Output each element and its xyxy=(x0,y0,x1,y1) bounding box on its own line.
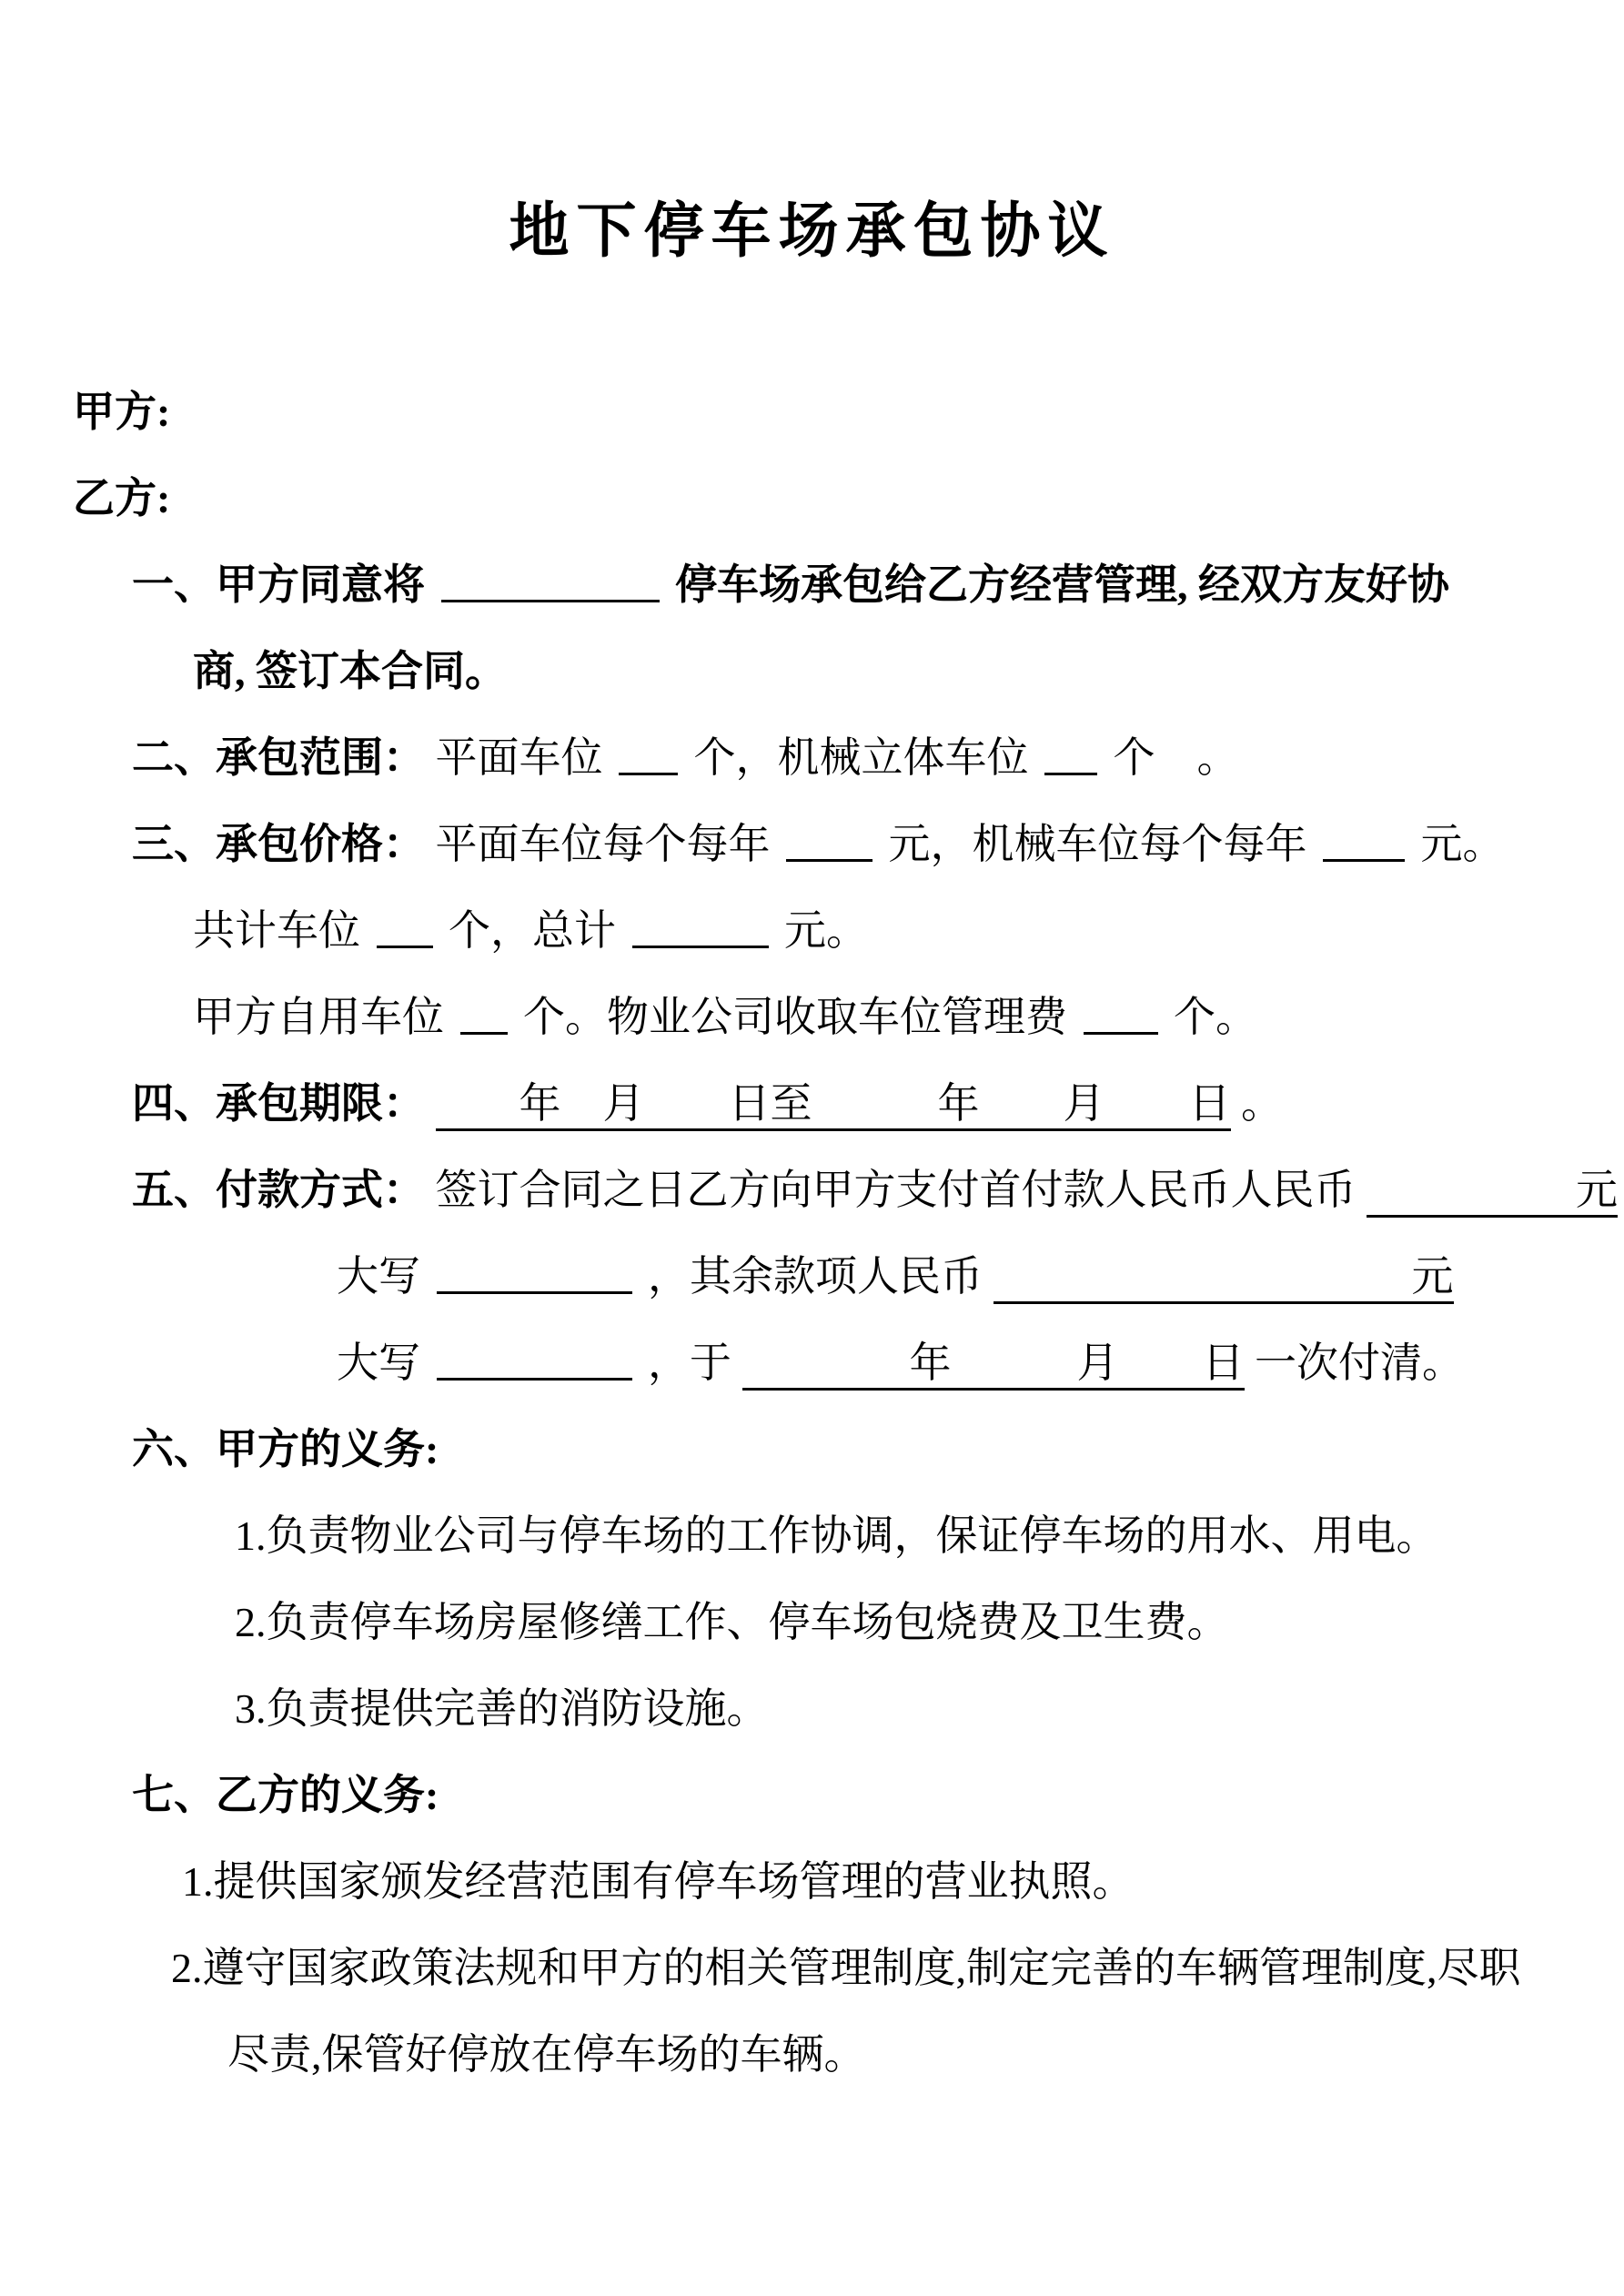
section3-line3-seg2: 个。物业公司收取车位管理费 xyxy=(523,994,1067,1040)
section1-after-blank: 停车场承包给乙方经营管理, 经双方友好协 xyxy=(675,561,1449,608)
party-a-line xyxy=(0,369,1624,455)
party-b-line xyxy=(0,455,1624,541)
section1-line2-text: 商, 签订本合同。 xyxy=(193,648,507,694)
party-b-label: 乙方: xyxy=(73,475,171,521)
section4-line xyxy=(0,1060,1624,1147)
section6-heading-line xyxy=(0,1406,1624,1492)
section3-line1 xyxy=(0,801,1624,887)
blank-remaining-amount: 元 xyxy=(994,1253,1454,1304)
section7-item-1 xyxy=(0,1838,1624,1925)
section3-line2-seg1: 共计车位 xyxy=(193,907,360,954)
blank-mechanical-space-price xyxy=(1323,859,1405,862)
section5-heading: 五、付款方式： xyxy=(132,1167,425,1213)
section1-lead: 一、甲方同意将 xyxy=(132,561,425,608)
section3-seg1: 平面车位每个每年 xyxy=(435,821,771,867)
section7-item-2-line2-text: 尽责,保管好停放在停车场的车辆。 xyxy=(227,2031,866,2078)
party-a-label: 甲方: xyxy=(73,389,171,435)
section5-line2 xyxy=(0,1233,1624,1320)
blank-parking-lot-name xyxy=(441,600,660,602)
section6-item-2-text: 2.负责停车场房屋修缮工作、停车场包烧费及卫生费。 xyxy=(235,1599,1229,1645)
section2-seg1: 平面车位 xyxy=(435,734,603,781)
section7-item-2-line1 xyxy=(0,1925,1624,2011)
section2-seg2: 个，机械立体车位 xyxy=(693,734,1029,781)
blank-flat-space-price xyxy=(786,859,873,862)
blank-management-fee-count xyxy=(1084,1032,1158,1035)
section2-heading: 二、承包范围： xyxy=(132,734,425,781)
section3-line2-seg2: 个，总计 xyxy=(449,907,616,954)
section6-item-1 xyxy=(0,1492,1624,1579)
section2-seg3: 个 。 xyxy=(1113,734,1239,781)
section3-line3-seg1: 甲方自用车位 xyxy=(193,994,444,1040)
section5-line1 xyxy=(0,1147,1624,1233)
section3-line3-seg3: 个。 xyxy=(1174,994,1257,1040)
blank-flat-space-count xyxy=(619,773,678,775)
section5-line3-seg2: ，于 xyxy=(648,1340,731,1386)
section4-heading: 四、承包期限： xyxy=(132,1080,425,1127)
section3-seg3: 元。 xyxy=(1420,821,1505,867)
blank-mechanical-space-count xyxy=(1044,773,1097,775)
section7-item-1-text: 1.提供国家颁发经营范围有停车场管理的营业执照。 xyxy=(182,1858,1135,1905)
section6-item-2 xyxy=(0,1579,1624,1665)
blank-down-payment-amount: 元 xyxy=(1367,1167,1618,1218)
blank-total-space-count xyxy=(377,946,433,948)
section3-line3 xyxy=(0,974,1624,1060)
section1-line1 xyxy=(0,541,1624,628)
blank-total-amount xyxy=(632,946,769,948)
section5-line3-seg1: 大写 xyxy=(337,1340,420,1386)
section2-line xyxy=(0,714,1624,801)
section3-line2 xyxy=(0,887,1624,974)
blank-final-payment-date: 年 月 日 xyxy=(742,1340,1245,1391)
section4-tail: 。 xyxy=(1241,1080,1283,1127)
section7-item-2-line2 xyxy=(0,2011,1624,2098)
document-title: 地下停车场承包协议 xyxy=(509,198,1115,265)
section3-heading: 三、承包价格： xyxy=(132,821,425,867)
section3-line2-seg3: 元。 xyxy=(784,907,868,954)
section5-line2-seg1: 大写 xyxy=(337,1253,420,1300)
blank-down-payment-words xyxy=(437,1291,632,1294)
section1-line2 xyxy=(0,628,1624,714)
section7-heading: 七、乙方的义务: xyxy=(132,1772,439,1818)
section6-item-3 xyxy=(0,1665,1624,1752)
section3-seg2: 元，机械车位每个每年 xyxy=(888,821,1307,867)
section5-line3 xyxy=(0,1320,1624,1406)
section6-item-1-text: 1.负责物业公司与停车场的工作协调，保证停车场的用水、用电。 xyxy=(235,1512,1438,1559)
section6-item-3-text: 3.负责提供完善的消防设施。 xyxy=(235,1685,769,1732)
section5-seg1: 签订合同之日乙方向甲方支付首付款人民币人民币 xyxy=(435,1167,1357,1213)
section7-item-2-line1-text: 2.遵守国家政策法规和甲方的相关管理制度,制定完善的车辆管理制度,尽职 xyxy=(171,1945,1521,1991)
section6-heading: 六、甲方的义务: xyxy=(132,1426,439,1472)
blank-contract-term-dates: 年 月 日至 年 月 日 xyxy=(436,1080,1231,1131)
blank-remaining-amount-words xyxy=(437,1378,632,1381)
section5-line3-seg3: 一次付清。 xyxy=(1255,1340,1464,1386)
blank-party-a-own-space-count xyxy=(460,1032,508,1035)
section5-line2-seg2: ，其余款项人民币 xyxy=(648,1253,983,1300)
section7-heading-line xyxy=(0,1752,1624,1838)
